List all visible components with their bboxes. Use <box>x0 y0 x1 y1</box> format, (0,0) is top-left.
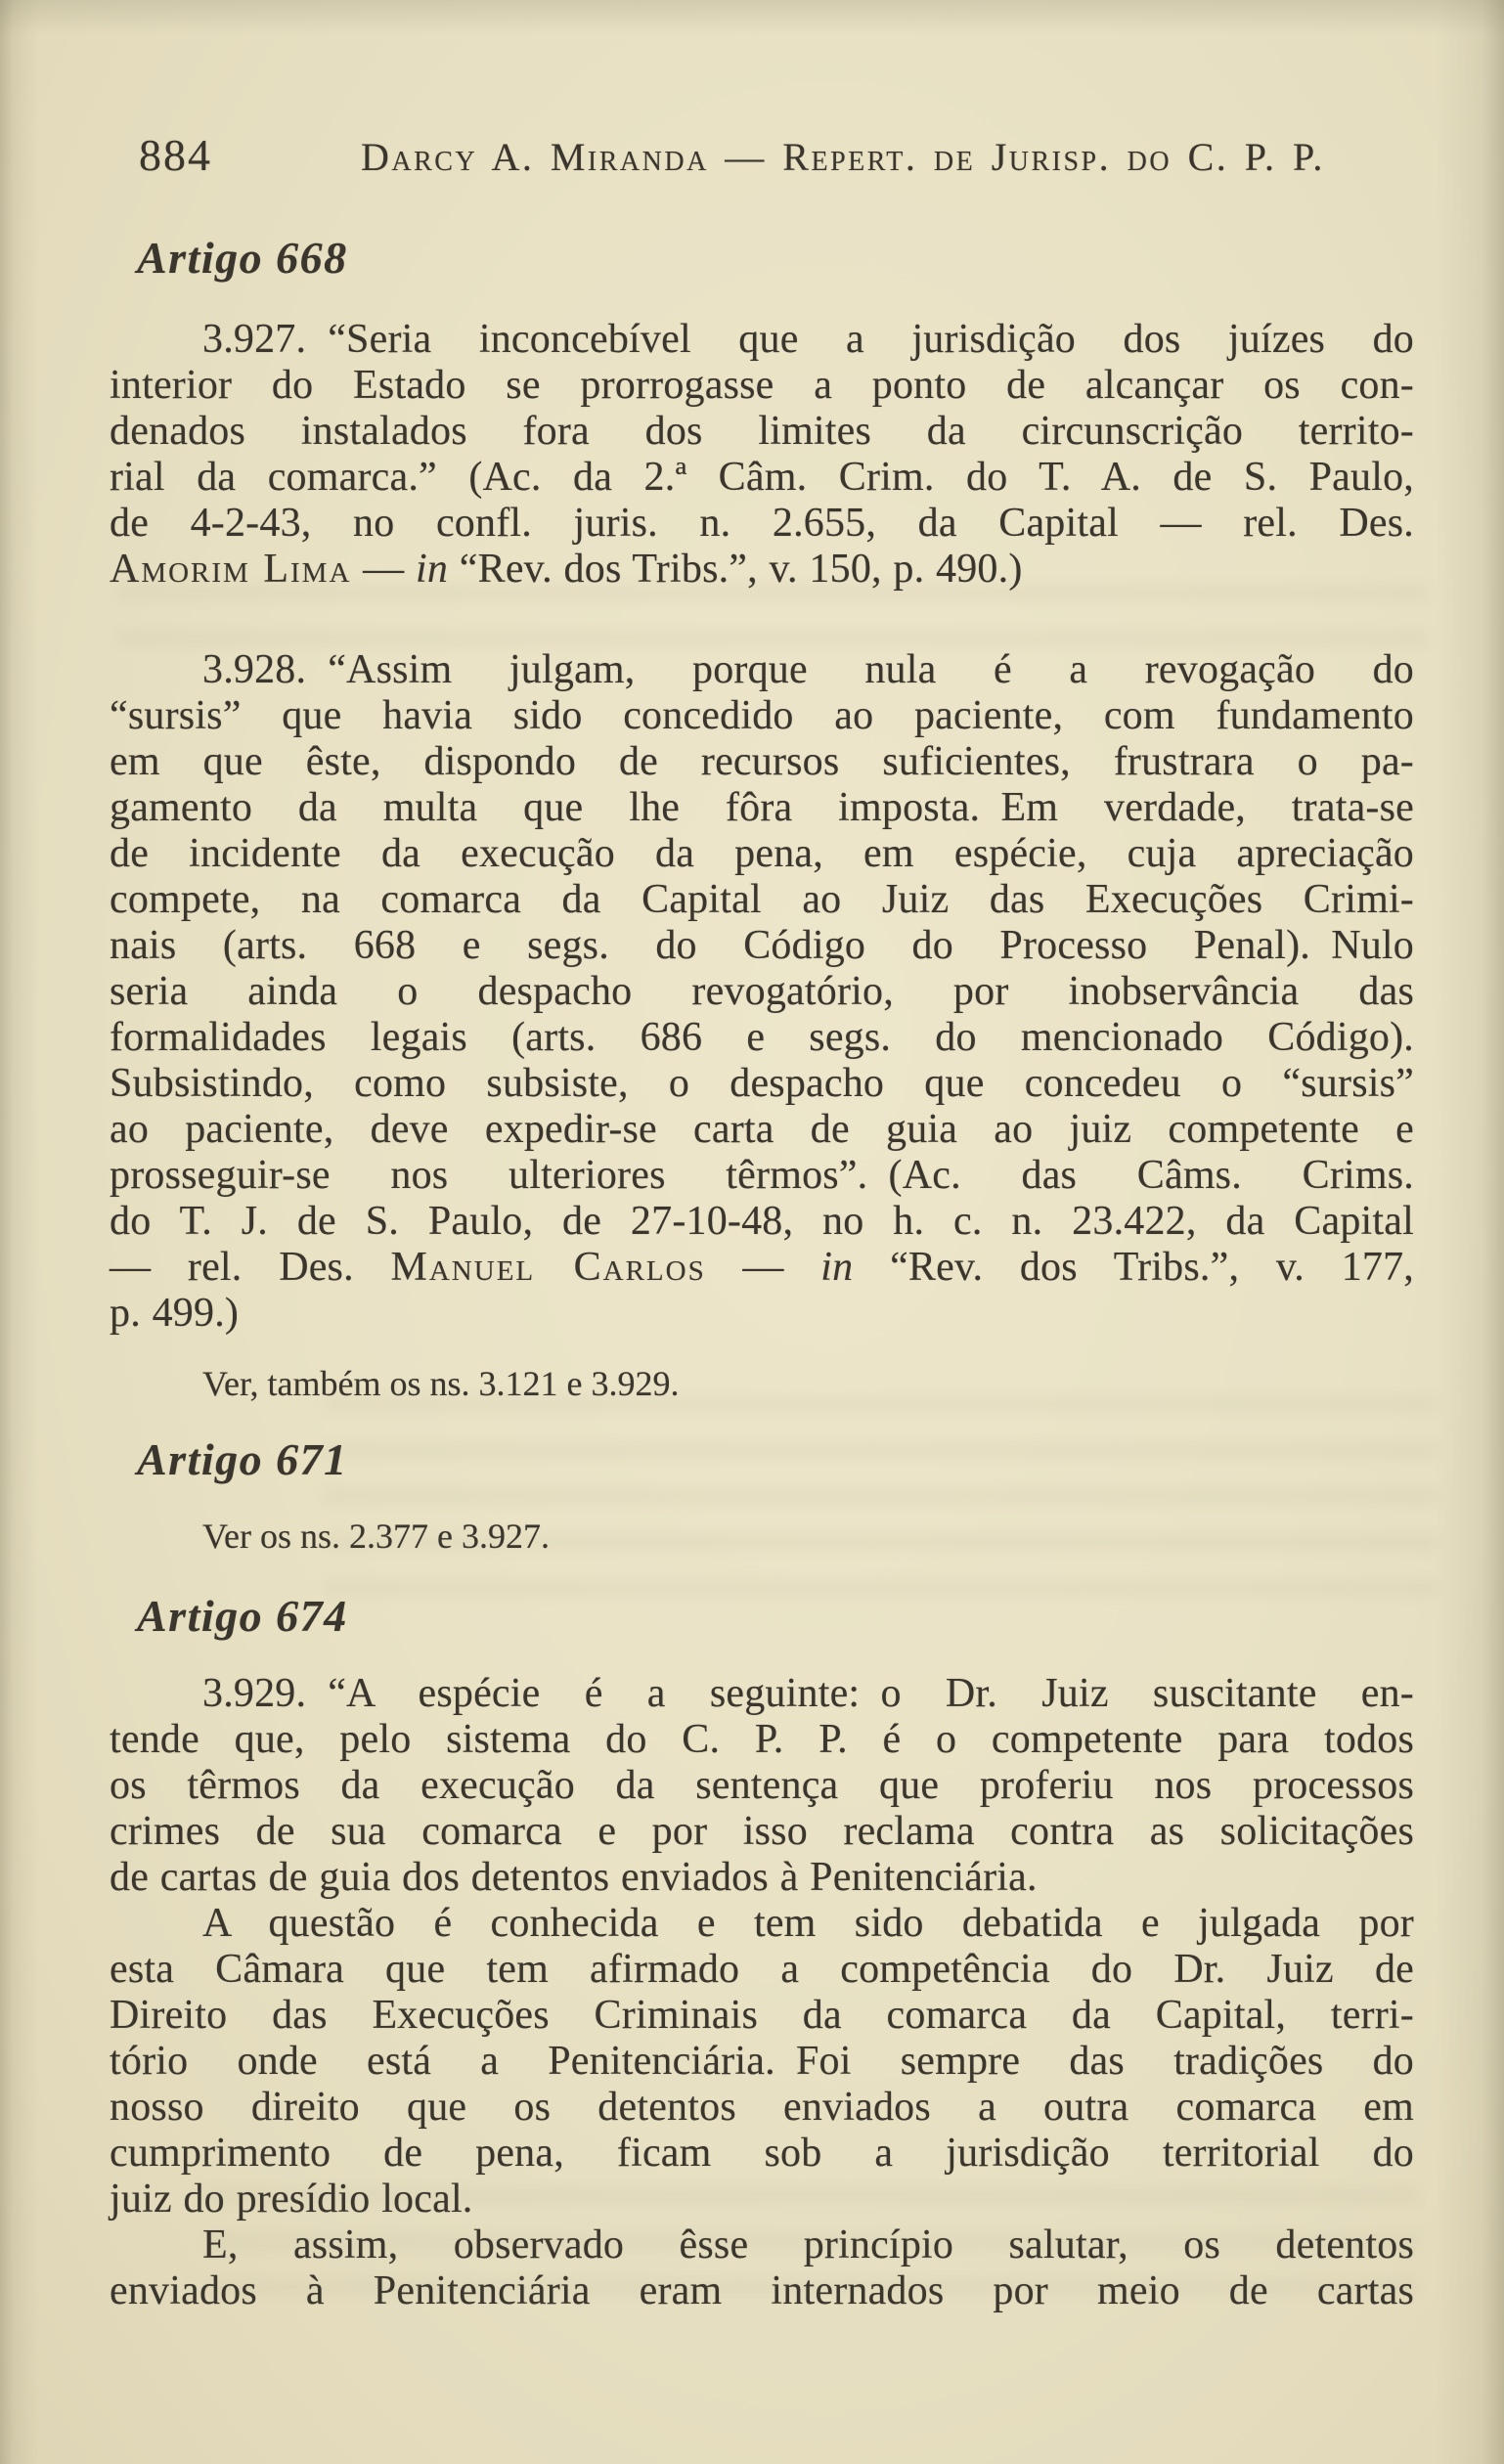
entry-3929-line: de cartas de guia dos detentos enviados à Penitenciária. <box>110 1855 1038 1900</box>
bleed-through-smudge <box>117 585 1428 647</box>
in-word: in <box>416 547 449 592</box>
entry-text: “A espécie é a seguinte: o Dr. Juiz suscitante en- <box>328 1671 1414 1716</box>
entry-text: “Seria inconcebível que a jurisdição dos juízes do <box>328 317 1414 362</box>
dash: — <box>705 1245 821 1290</box>
relator-name: Amorim Lima <box>110 547 352 592</box>
entry-3928-line: prosseguir-se nos ulteriores têrmos”. (Ac. das Câms. Crims. <box>110 1153 1414 1198</box>
entry-3928-line: Subsistindo, como subsiste, o despacho que concedeu o “sursis” <box>110 1061 1414 1106</box>
entry-3929-line: A questão é conhecida e tem sido debatida e julgada por <box>202 1901 1414 1946</box>
entry-3927-line: denados instalados fora dos limites da circunscrição territo- <box>110 409 1414 454</box>
citation-rest: “Rev. dos Tribs.”, v. 150, p. 490.) <box>448 547 1023 592</box>
entry-3927-citation-line <box>110 547 1414 593</box>
entry-3927-line <box>110 317 1414 363</box>
entry-3929-line: esta Câmara que tem afirmado a competência do Dr. Juiz de <box>110 1947 1414 1992</box>
entry-3928-line: compete, na comarca da Capital ao Juiz das Execuções Crimi- <box>110 877 1414 922</box>
entry-3929-line: tende que, pelo sistema do C. P. P. é o competente para todos <box>110 1717 1414 1762</box>
entry-3928-line: seria ainda o despacho revogatório, por inobservância das <box>110 969 1414 1014</box>
entry-3928-line <box>110 647 1414 693</box>
entry-3928-line: do T. J. de S. Paulo, de 27-10-48, no h. c. n. 23.422, da Capital <box>110 1199 1414 1244</box>
entry-3929-line: cumprimento de pena, ficam sob a jurisdição territorial do <box>110 2131 1414 2176</box>
entry-3927-line: rial da comarca.” (Ac. da 2.ª Câm. Crim. do T. A. de S. Paulo, <box>110 455 1414 500</box>
see-also-note: Ver, também os ns. 3.121 e 3.929. <box>202 1364 680 1403</box>
running-title: Darcy A. Miranda — Repert. de Jurisp. do C. P. P. <box>361 135 1325 179</box>
entry-3929 <box>110 1671 1414 2314</box>
bleed-through-smudge <box>323 1396 1438 1598</box>
entry-3929-line: tório onde está a Penitenciária. Foi sempre das tradições do <box>110 2039 1414 2084</box>
entry-3928-line: de incidente da execução da pena, em espécie, cuja apreciação <box>110 831 1414 876</box>
entry-3928-line: nais (arts. 668 e segs. do Código do Processo Penal). Nulo <box>110 923 1414 968</box>
see-note: Ver os ns. 2.377 e 3.927. <box>202 1517 550 1556</box>
entry-3929-line: Direito das Execuções Criminais da comarca da Capital, terri- <box>110 1993 1414 2038</box>
entry-3929-line: nosso direito que os detentos enviados a outra comarca em <box>110 2085 1414 2130</box>
article-674-heading: Artigo 674 <box>137 1591 348 1641</box>
entry-3928-line: “sursis” que havia sido concedido ao paciente, com fundamento <box>110 693 1414 738</box>
entry-3929-line: crimes de sua comarca e por isso reclama contra as solicitações <box>110 1809 1414 1854</box>
entry-3929-line: juiz do presídio local. <box>110 2177 473 2222</box>
entry-text: “Assim julgam, porque nula é a revogação do <box>328 647 1414 692</box>
entry-3927-line: de 4-2-43, no confl. juris. n. 2.655, da Capital — rel. Des. <box>110 501 1414 546</box>
entry-number: 3.928. <box>202 647 307 692</box>
citation-rest: “Rev. dos Tribs.”, v. 177, <box>853 1245 1415 1290</box>
entry-number: 3.929. <box>202 1671 307 1716</box>
citation-prefix: — rel. Des. <box>110 1245 391 1290</box>
entry-3928-citation-line <box>110 1245 1414 1291</box>
entry-3928-line: p. 499.) <box>110 1291 240 1336</box>
entry-3929-line: enviados à Penitenciária eram internados por meio de cartas <box>110 2268 1414 2313</box>
entry-3927-line: interior do Estado se prorrogasse a ponto de alcançar os con- <box>110 363 1414 408</box>
entry-3928-line: gamento da multa que lhe fôra imposta. Em verdade, trata-se <box>110 785 1414 830</box>
page-number: 884 <box>139 130 212 180</box>
in-word: in <box>820 1245 854 1290</box>
entry-3929-line: E, assim, observado êsse princípio salutar, os detentos <box>202 2222 1414 2267</box>
article-671-heading: Artigo 671 <box>137 1434 348 1484</box>
entry-3928 <box>110 647 1414 1337</box>
dash: — <box>351 547 416 592</box>
article-668-heading: Artigo 668 <box>137 233 348 283</box>
entry-number: 3.927. <box>202 317 307 362</box>
entry-3928-line: formalidades legais (arts. 686 e segs. do mencionado Código). <box>110 1015 1414 1060</box>
entry-3929-line: os têrmos da execução da sentença que proferiu nos processos <box>110 1763 1414 1808</box>
relator-name: Manuel Carlos <box>390 1245 706 1290</box>
entry-3928-line: em que êste, dispondo de recursos suficientes, frustrara o pa- <box>110 739 1414 784</box>
page-header <box>110 0 1414 178</box>
entry-3928-line: ao paciente, deve expedir-se carta de guia ao juiz competente e <box>110 1107 1414 1152</box>
entry-3929-line <box>110 1671 1414 1717</box>
entry-3927 <box>110 317 1414 593</box>
